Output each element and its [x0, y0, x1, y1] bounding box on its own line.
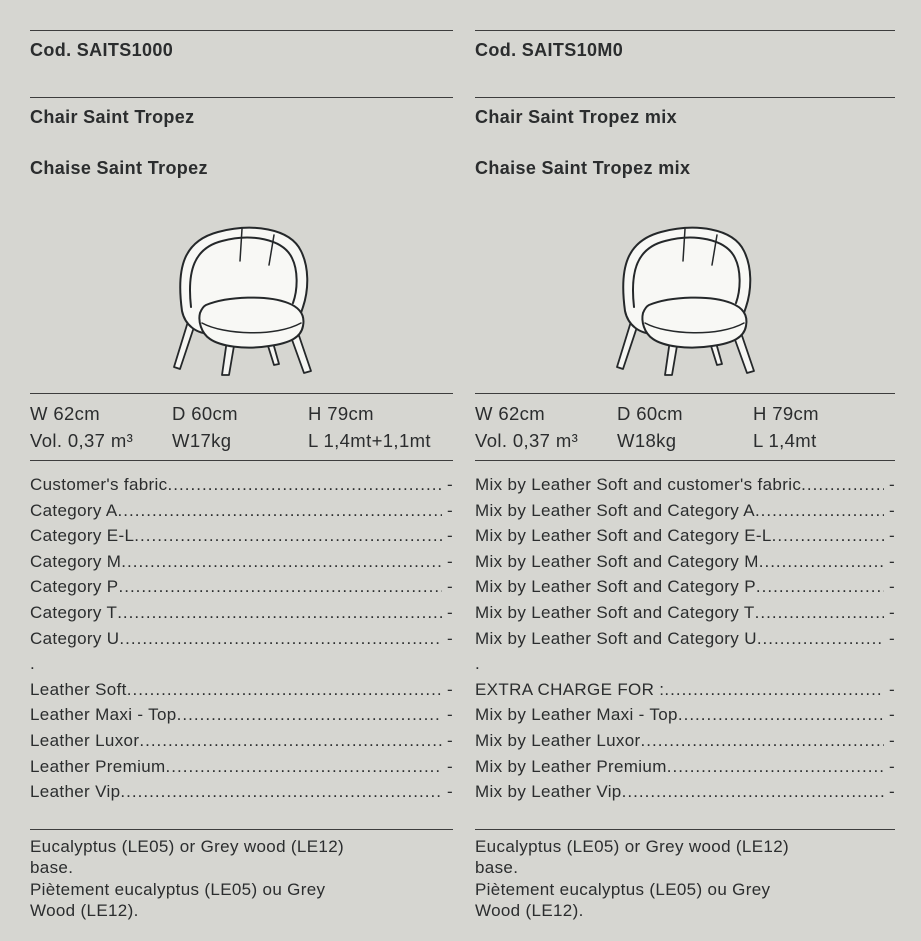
dot-leader — [756, 574, 884, 600]
price-item-value: - — [446, 577, 453, 597]
dim-depth: D 60cm — [172, 403, 238, 424]
price-item-value: - — [446, 628, 453, 648]
price-list-group-1 — [30, 461, 453, 651]
dimensions-row — [475, 400, 895, 427]
price-item-value: - — [888, 679, 895, 699]
dim-weight: W18kg — [617, 430, 677, 451]
dot-leader — [177, 702, 442, 728]
dot-leader — [641, 728, 884, 754]
dimensions-table — [475, 394, 895, 460]
dot-leader — [667, 754, 884, 780]
price-list-group-2 — [30, 677, 453, 805]
price-list-item — [475, 702, 895, 728]
price-item-label: Category U — [30, 628, 120, 648]
price-list-item — [30, 600, 453, 626]
price-item-value: - — [446, 756, 453, 776]
price-item-label: Mix by Leather Vip — [475, 782, 622, 802]
dim-weight: W17kg — [172, 430, 232, 451]
price-list-item — [475, 498, 895, 524]
price-item-value: - — [446, 705, 453, 725]
base-note-line: Piètement eucalyptus (LE05) ou Grey — [30, 879, 326, 899]
price-item-label: Mix by Leather Soft and Category E-L — [475, 526, 772, 546]
dimensions-row — [475, 427, 895, 454]
product-name-fr: Chaise Saint Tropez mix — [475, 158, 691, 178]
price-item-label: Mix by Leather Soft and customer's fabric — [475, 475, 802, 494]
price-item-value: - — [888, 526, 895, 546]
dimensions-row — [30, 400, 453, 427]
chair-line-drawing — [152, 215, 332, 380]
dot-leader — [678, 702, 884, 728]
dim-length: L 1,4mt+1,1mt — [308, 430, 431, 451]
price-list-item — [30, 472, 453, 498]
price-item-value: - — [888, 551, 895, 571]
price-list-item — [475, 728, 895, 754]
price-item-value: - — [446, 475, 453, 494]
product-name-fr: Chaise Saint Tropez — [30, 158, 208, 178]
price-item-label: Mix by Leather Soft and Category P — [475, 577, 756, 597]
product-code: Cod. SAITS10M0 — [475, 40, 624, 60]
base-note-line: Wood (LE12). — [475, 901, 584, 921]
price-list-item — [475, 549, 895, 575]
base-note-line: Wood (LE12). — [30, 901, 139, 921]
dot-leader — [168, 472, 442, 498]
product-column-saits10m0 — [475, 30, 895, 940]
product-column-saits1000 — [30, 30, 453, 940]
dimensions-row — [30, 427, 453, 454]
list-separator: . — [475, 654, 481, 674]
price-item-label: Category T — [30, 602, 118, 622]
dim-volume: Vol. 0,37 m³ — [30, 430, 134, 451]
dim-volume: Vol. 0,37 m³ — [475, 430, 579, 451]
price-item-label: Mix by Leather Luxor — [475, 730, 641, 750]
dimensions-table — [30, 394, 453, 460]
price-list-item — [30, 754, 453, 780]
price-item-value: - — [888, 500, 895, 520]
price-item-value: - — [446, 602, 453, 622]
list-separator: . — [30, 654, 36, 674]
base-note-line: base. — [30, 858, 74, 878]
price-item-label: Category E-L — [30, 526, 135, 546]
price-list-item — [475, 523, 895, 549]
price-item-value: - — [446, 526, 453, 546]
dot-leader — [118, 574, 442, 600]
price-item-value: - — [446, 730, 453, 750]
price-item-label: Category P — [30, 577, 119, 597]
price-item-label: Mix by Leather Maxi - Top — [475, 705, 678, 725]
price-item-value: - — [446, 782, 453, 802]
dot-leader — [759, 549, 884, 575]
chair-illustration — [475, 215, 895, 380]
dot-leader — [127, 677, 442, 703]
price-list-item — [30, 728, 453, 754]
dot-leader — [119, 626, 442, 652]
price-item-value: - — [888, 705, 895, 725]
price-list-group-2 — [475, 677, 895, 805]
base-note-line: Eucalyptus (LE05) or Grey wood (LE12) — [30, 836, 344, 856]
price-item-value: - — [446, 679, 453, 699]
price-list-item — [30, 574, 453, 600]
dot-leader — [772, 523, 884, 549]
price-item-label: Mix by Leather Soft and Category M — [475, 551, 759, 571]
price-list-item — [475, 472, 895, 498]
dim-depth: D 60cm — [617, 403, 683, 424]
price-item-label: Leather Soft — [30, 679, 127, 699]
price-list-item — [475, 600, 895, 626]
price-item-label: Category A — [30, 500, 118, 520]
price-list-group-1 — [475, 461, 895, 651]
dot-leader — [134, 523, 442, 549]
chair-line-drawing — [595, 215, 775, 380]
price-list-item — [30, 626, 453, 652]
price-item-value: - — [446, 500, 453, 520]
price-list-item — [475, 677, 895, 703]
price-list-item — [475, 574, 895, 600]
price-item-label: Mix by Leather Soft and Category T — [475, 602, 755, 622]
price-item-value: - — [446, 551, 453, 571]
price-list-item — [30, 498, 453, 524]
price-item-label: Mix by Leather Soft and Category U — [475, 628, 757, 648]
dot-leader — [755, 600, 884, 626]
price-item-value: - — [888, 602, 895, 622]
dim-width: W 62cm — [30, 403, 101, 424]
price-list-item — [30, 523, 453, 549]
dot-leader — [755, 498, 884, 524]
base-note-line: Piètement eucalyptus (LE05) ou Grey — [475, 879, 771, 899]
dim-width: W 62cm — [475, 403, 546, 424]
price-item-value: - — [888, 756, 895, 776]
dot-leader — [622, 779, 884, 805]
price-item-value: - — [888, 730, 895, 750]
price-item-label: Leather Luxor — [30, 730, 140, 750]
price-item-label: Mix by Leather Soft and Category A — [475, 500, 755, 520]
price-list-item — [30, 677, 453, 703]
price-item-label: Mix by Leather Premium — [475, 756, 667, 776]
dim-height: H 79cm — [753, 403, 819, 424]
price-list-item — [30, 779, 453, 805]
base-note-line: base. — [475, 858, 519, 878]
price-list-item — [30, 549, 453, 575]
dim-height: H 79cm — [308, 403, 374, 424]
price-list-item — [475, 779, 895, 805]
base-note-line: Eucalyptus (LE05) or Grey wood (LE12) — [475, 836, 789, 856]
price-item-value: - — [888, 782, 895, 802]
price-item-value: - — [888, 577, 895, 597]
price-list-item — [30, 702, 453, 728]
price-item-label: Leather Vip — [30, 782, 121, 802]
price-item-value: - — [888, 475, 895, 494]
base-note — [30, 830, 453, 940]
product-name-en: Chair Saint Tropez — [30, 107, 195, 127]
price-list-item — [475, 626, 895, 652]
dot-leader — [117, 600, 442, 626]
price-list-item — [475, 754, 895, 780]
dot-leader — [120, 779, 442, 805]
dot-leader — [801, 472, 884, 498]
product-name-en: Chair Saint Tropez mix — [475, 107, 677, 127]
chair-illustration — [30, 215, 453, 380]
dim-length: L 1,4mt — [753, 430, 817, 451]
price-item-label: Category M — [30, 551, 122, 571]
dot-leader — [121, 549, 442, 575]
base-note — [475, 830, 895, 940]
price-item-value: - — [888, 628, 895, 648]
dot-leader — [757, 626, 884, 652]
price-item-label: EXTRA CHARGE FOR : — [475, 679, 665, 699]
dot-leader — [166, 754, 442, 780]
dot-leader — [139, 728, 442, 754]
price-item-label: Leather Maxi - Top — [30, 705, 177, 725]
price-item-label: Customer's fabric — [30, 475, 168, 494]
dot-leader — [118, 498, 442, 524]
product-code: Cod. SAITS1000 — [30, 40, 174, 60]
dot-leader — [664, 677, 884, 703]
price-item-label: Leather Premium — [30, 756, 166, 776]
